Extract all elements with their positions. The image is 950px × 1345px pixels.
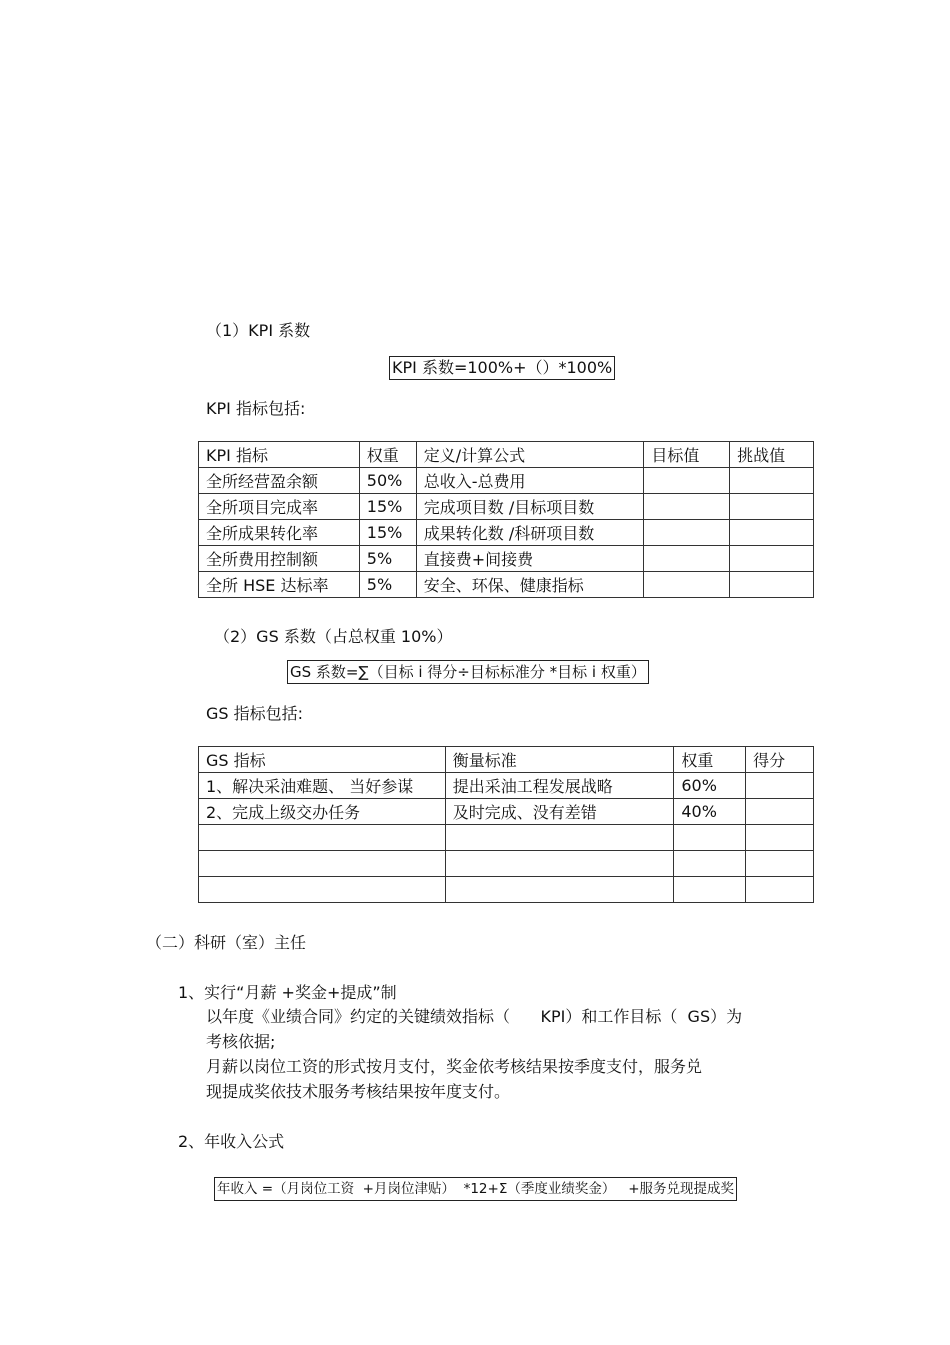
table-cell: 完成项目数 /目标项目数 [416, 494, 644, 520]
table-cell [746, 773, 814, 799]
table-cell: 15% [359, 494, 416, 520]
kpi-header-cell: KPI 指标 [199, 442, 360, 468]
gs-formula-box: GS 系数=∑（目标 i 得分÷目标标准分 *目标 i 权重） [287, 660, 649, 684]
gs-heading: （2）GS 系数（占总权重 10%） [214, 627, 453, 646]
table-cell [445, 825, 674, 851]
kpi-header-cell: 目标值 [644, 442, 730, 468]
gs-table [198, 746, 814, 903]
kpi-intro: KPI 指标包括: [206, 399, 306, 418]
gs-header-cell: 衡量标准 [445, 747, 674, 773]
table-cell [746, 799, 814, 825]
table-row [199, 494, 814, 520]
table-row [199, 773, 814, 799]
table-cell [730, 468, 814, 494]
gs-header-cell: GS 指标 [199, 747, 446, 773]
table-cell: 全所费用控制额 [199, 546, 360, 572]
table-cell: 及时完成、没有差错 [445, 799, 674, 825]
table-cell: 安全、环保、健康指标 [416, 572, 644, 598]
table-cell [199, 851, 446, 877]
item1-line: 考核依据; [206, 1032, 276, 1051]
table-cell: 全所 HSE 达标率 [199, 572, 360, 598]
table-row [199, 825, 814, 851]
table-cell [199, 877, 446, 903]
table-cell [644, 546, 730, 572]
table-cell [730, 494, 814, 520]
table-cell: 全所经营盈余额 [199, 468, 360, 494]
table-cell [674, 877, 746, 903]
item1-line: 以年度《业绩合同》约定的关键绩效指标（ KPI）和工作目标（ GS）为 [206, 1007, 743, 1026]
table-cell: 提出采油工程发展战略 [445, 773, 674, 799]
table-cell [746, 851, 814, 877]
kpi-table [198, 441, 814, 598]
table-cell: 5% [359, 572, 416, 598]
kpi-header-cell: 定义/计算公式 [416, 442, 644, 468]
item1-heading: 1、实行“月薪 +奖金+提成”制 [178, 983, 397, 1002]
table-row [199, 799, 814, 825]
table-header-row [199, 747, 814, 773]
table-header-row [199, 442, 814, 468]
table-cell [445, 877, 674, 903]
table-cell [730, 520, 814, 546]
table-row [199, 520, 814, 546]
table-cell [644, 520, 730, 546]
kpi-header-cell: 挑战值 [730, 442, 814, 468]
table-cell [644, 468, 730, 494]
income-formula-box: 年收入 =（月岗位工资 +月岗位津贴） *12+Σ（季度业绩奖金） +服务兑现提成奖 [214, 1177, 737, 1201]
table-cell: 60% [674, 773, 746, 799]
table-cell [730, 572, 814, 598]
table-cell: 50% [359, 468, 416, 494]
item1-line: 现提成奖依技术服务考核结果按年度支付。 [206, 1082, 511, 1101]
table-cell [644, 494, 730, 520]
kpi-header-cell: 权重 [359, 442, 416, 468]
table-cell: 40% [674, 799, 746, 825]
table-row [199, 546, 814, 572]
table-cell [199, 825, 446, 851]
item2-heading: 2、年收入公式 [178, 1132, 285, 1151]
kpi-formula-box: KPI 系数=100%+（）*100% [389, 356, 615, 380]
gs-header-cell: 得分 [746, 747, 814, 773]
table-row [199, 877, 814, 903]
table-cell: 成果转化数 /科研项目数 [416, 520, 644, 546]
table-cell: 全所项目完成率 [199, 494, 360, 520]
gs-intro: GS 指标包括: [206, 704, 304, 723]
section-title: （二）科研（室）主任 [146, 933, 307, 952]
table-cell [674, 825, 746, 851]
table-cell [674, 851, 746, 877]
table-row [199, 572, 814, 598]
item1-line: 月薪以岗位工资的形式按月支付，奖金依考核结果按季度支付，服务兑 [206, 1057, 703, 1076]
table-cell: 1、解决采油难题、 当好参谋 [199, 773, 446, 799]
table-cell: 总收入-总费用 [416, 468, 644, 494]
table-cell: 直接费+间接费 [416, 546, 644, 572]
table-cell [445, 851, 674, 877]
table-cell: 5% [359, 546, 416, 572]
gs-header-cell: 权重 [674, 747, 746, 773]
table-cell [730, 546, 814, 572]
table-cell [746, 877, 814, 903]
table-cell: 15% [359, 520, 416, 546]
table-row [199, 468, 814, 494]
table-cell [644, 572, 730, 598]
table-cell [746, 825, 814, 851]
table-cell: 全所成果转化率 [199, 520, 360, 546]
table-cell: 2、完成上级交办任务 [199, 799, 446, 825]
table-row [199, 851, 814, 877]
kpi-heading: （1）KPI 系数 [206, 321, 311, 340]
